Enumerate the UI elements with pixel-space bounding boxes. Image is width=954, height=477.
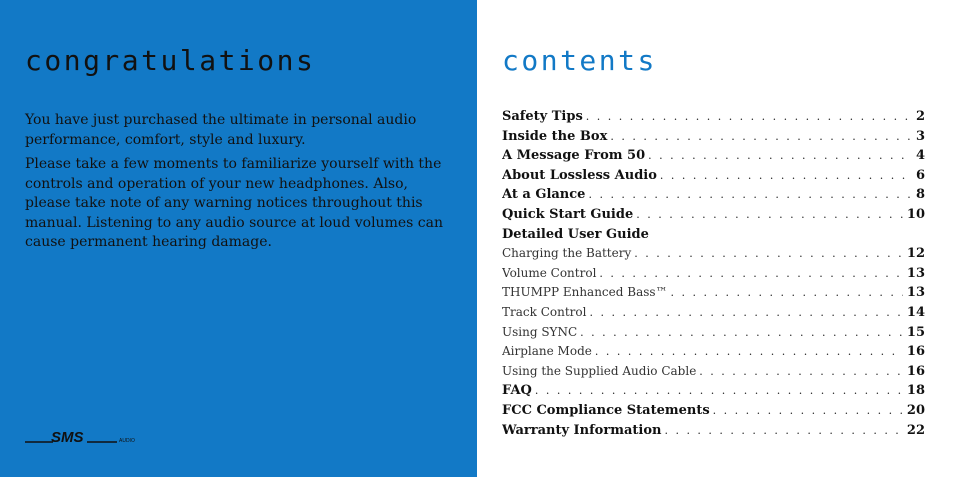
toc-entry-label: Inside the Box [502, 128, 608, 144]
toc-leader-dots [648, 149, 912, 162]
toc-entry-label: A Message From 50 [502, 148, 646, 164]
toc-leader-dots [586, 110, 912, 123]
toc-leader-dots [610, 130, 912, 143]
toc-leader-dots [660, 169, 912, 182]
toc-entry-page: 13 [906, 285, 925, 301]
toc-entry-label: Volume Control [502, 265, 597, 280]
toc-entry[interactable] [502, 187, 925, 207]
toc-entry[interactable] [502, 227, 925, 247]
toc-entry[interactable] [502, 207, 925, 227]
intro-paragraph: Please take a few moments to familiarize yourself with the controls and operation of your new headphones. Also, please take note of any warning notices throughout this manual. Listening to any audio source at loud volumes can cause permanent hearing damage. [25, 156, 443, 250]
toc-entry-label: Using SYNC [502, 324, 578, 339]
toc-entry-page: 6 [915, 167, 925, 183]
toc-entry-label: FAQ [502, 383, 532, 399]
toc-leader-dots [699, 365, 903, 378]
toc-entry[interactable] [502, 129, 925, 149]
toc-leader-dots [580, 326, 903, 339]
toc-entry-page: 14 [906, 304, 925, 320]
toc-entry-label: Charging the Battery [502, 246, 632, 261]
toc-entry[interactable] [502, 325, 925, 345]
toc-entry[interactable] [502, 109, 925, 129]
toc-entry[interactable] [502, 383, 925, 403]
toc-entry-label: Detailed User Guide [502, 226, 649, 242]
intro-text [25, 111, 445, 258]
toc-entry-page: 16 [906, 344, 925, 360]
toc-leader-dots [713, 404, 903, 417]
toc-entry-label: Using the Supplied Audio Cable [502, 363, 697, 378]
toc-entry-page: 2 [915, 109, 925, 124]
toc-entry-label: Airplane Mode [502, 344, 592, 359]
toc-entry-label: About Lossless Audio [502, 167, 657, 183]
toc-leader-dots [535, 384, 903, 397]
toc-leader-dots [636, 208, 903, 221]
toc-entry-page: 20 [906, 402, 925, 418]
toc-entry-page: 10 [906, 206, 925, 222]
toc-entry[interactable] [502, 403, 925, 423]
toc-entry[interactable] [502, 168, 925, 188]
toc-leader-dots [634, 247, 903, 260]
toc-entry[interactable] [502, 285, 925, 305]
toc-entry-label: At a Glance [502, 187, 586, 203]
toc-entry-page: 18 [906, 383, 925, 399]
toc-entry[interactable] [502, 364, 925, 384]
toc-entry-label: FCC Compliance Statements [502, 402, 710, 418]
toc-entry-label: THUMPP Enhanced Bass™ [502, 285, 668, 300]
toc-entry[interactable] [502, 246, 925, 266]
toc-entry-label: Safety Tips [502, 109, 583, 124]
logo-wordmark: SMS [51, 430, 84, 444]
toc-entry-label: Quick Start Guide [502, 206, 634, 222]
toc-entry[interactable] [502, 423, 925, 443]
toc-entry-page: 12 [906, 246, 925, 262]
toc-entry[interactable] [502, 305, 925, 325]
toc-entry[interactable] [502, 344, 925, 364]
logo-subtext: AUDIO [119, 438, 135, 444]
toc-leader-dots [599, 267, 903, 280]
toc-leader-dots [589, 306, 902, 319]
sms-audio-logo [25, 430, 155, 444]
toc-entry-label: Warranty Information [502, 422, 662, 438]
right-page [477, 0, 954, 477]
toc-entry-page: 15 [906, 324, 925, 340]
toc-entry[interactable] [502, 148, 925, 168]
toc-leader-dots [664, 424, 902, 437]
toc-entry-page: 16 [906, 363, 925, 379]
toc-entry-page: 3 [915, 128, 925, 144]
toc-entry-page: 4 [915, 148, 925, 164]
page-title: congratulations [25, 44, 316, 77]
intro-paragraph: You have just purchased the ultimate in personal audio performance, comfort, style and luxury. [25, 112, 417, 148]
toc-leader-dots [671, 286, 903, 299]
toc-entry-page: 13 [906, 265, 925, 281]
toc-entry-page: 22 [906, 422, 925, 438]
toc-leader-dots [588, 188, 912, 201]
table-of-contents [502, 109, 925, 442]
toc-entry-page: 8 [915, 187, 925, 203]
toc-entry-label: Track Control [502, 304, 587, 319]
toc-leader-dots [595, 345, 903, 358]
toc-entry[interactable] [502, 266, 925, 286]
contents-title: contents [502, 44, 657, 77]
